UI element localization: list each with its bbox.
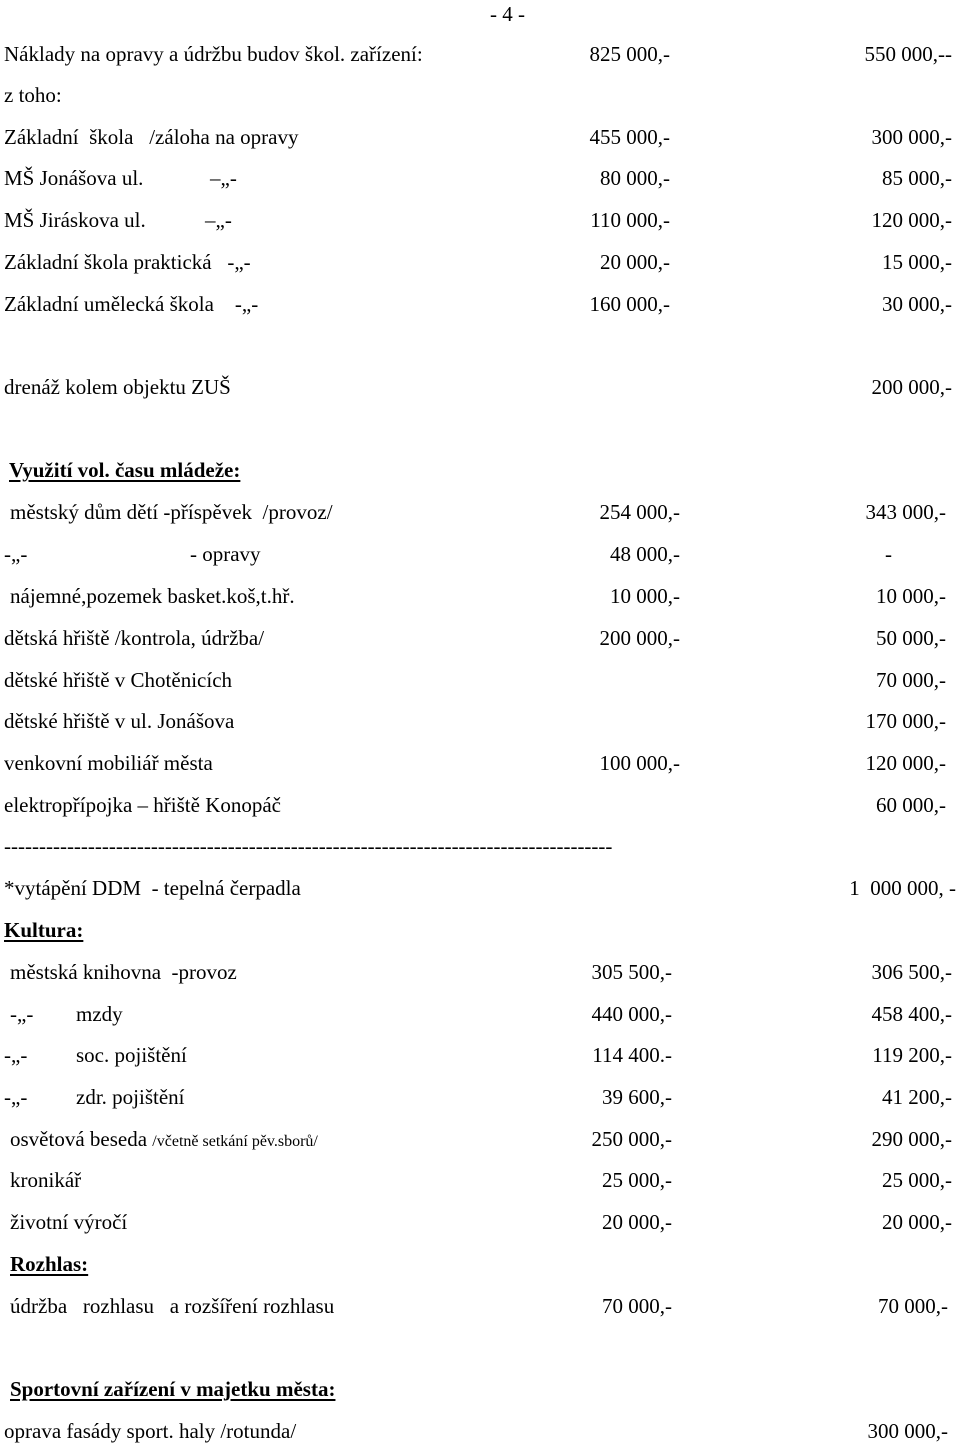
value-playground-jonasova-c2: 170 000,- <box>865 709 946 733</box>
label-playground-chotenice: dětské hřiště v Chotěnicích <box>4 668 233 692</box>
label-anniversaries: životní výročí <box>10 1210 128 1234</box>
value-ddm-c2: 343 000,- <box>865 500 946 524</box>
label-ms-jiraskova: MŠ Jiráskova ul. <box>4 208 146 232</box>
value-sport-hall-facade-c2: 300 000,- <box>867 1419 948 1443</box>
ditto-ms-jiraskova: –„- <box>205 208 232 232</box>
value-rent-c2: 10 000,- <box>876 584 946 608</box>
value-zs-prakticka-c1: 20 000,- <box>600 250 670 274</box>
label-health-insurance: zdr. pojištění <box>76 1085 185 1109</box>
label-library: městská knihovna -provoz <box>10 960 237 984</box>
value-wages-c2: 458 400,- <box>871 1002 952 1026</box>
value-playgrounds-c1: 200 000,- <box>599 626 680 650</box>
value-repairs-c1: 825 000,- <box>589 42 670 66</box>
value-health-insurance-c2: 41 200,- <box>882 1085 952 1109</box>
value-repairs-c2: 550 000,-- <box>864 42 952 66</box>
label-radio-maintenance: údržba rozhlasu a rozšíření rozhlasu <box>10 1294 335 1318</box>
value-zus-c2: 30 000,- <box>882 292 952 316</box>
value-wages-c1: 440 000,- <box>591 1002 672 1026</box>
label-ms-jonasova: MŠ Jonášova ul. <box>4 166 144 190</box>
value-ms-jiraskova-c2: 120 000,- <box>871 208 952 232</box>
value-zs-c2: 300 000,- <box>871 125 952 149</box>
value-social-insurance-c2: 119 200,- <box>872 1043 952 1067</box>
ditto-ms-jonasova: –„- <box>210 166 237 190</box>
value-zs-prakticka-c2: 15 000,- <box>882 250 952 274</box>
label-cultural-board-note: /včetně setkání pěv.sborů/ <box>152 1133 318 1150</box>
value-playgrounds-c2: 50 000,- <box>876 626 946 650</box>
value-radio-c1: 70 000,- <box>602 1294 672 1318</box>
label-zus: Základní umělecká škola -„- <box>4 292 259 316</box>
value-ddm-repairs-c1: 48 000,- <box>610 542 680 566</box>
value-heating-c2: 1 000 000, - <box>849 876 956 900</box>
label-library-ditto-3: -„- <box>4 1085 28 1109</box>
label-wages: mzdy <box>76 1002 123 1026</box>
value-furniture-c2: 120 000,- <box>865 751 946 775</box>
value-anniversaries-c1: 20 000,- <box>602 1210 672 1234</box>
separator-line: --------------------------------------------------------------------------------------- <box>4 834 613 858</box>
value-library-c2: 306 500,- <box>871 960 952 984</box>
value-playground-chotenice-c2: 70 000,- <box>876 668 946 692</box>
label-heating: *vytápění DDM - tepelná čerpadla <box>4 876 301 900</box>
value-ms-jiraskova-c1: 110 000,- <box>590 208 670 232</box>
value-furniture-c1: 100 000,- <box>599 751 680 775</box>
value-anniversaries-c2: 20 000,- <box>882 1210 952 1234</box>
label-playgrounds: dětská hřiště /kontrola, údržba/ <box>4 626 265 650</box>
value-zus-c1: 160 000,- <box>589 292 670 316</box>
value-social-insurance-c1: 114 400.- <box>592 1043 672 1067</box>
label-of-which: z toho: <box>4 83 62 107</box>
value-ms-jonasova-c1: 80 000,- <box>600 166 670 190</box>
heading-youth: Využití vol. času mládeže: <box>9 458 241 482</box>
heading-culture: Kultura: <box>4 918 84 942</box>
value-ddm-c1: 254 000,- <box>599 500 680 524</box>
heading-sport: Sportovní zařízení v majetku města: <box>10 1377 336 1401</box>
label-electric: elektropřípojka – hřiště Konopáč <box>4 793 281 817</box>
heading-radio: Rozhlas: <box>10 1252 89 1276</box>
page-number: - 4 - <box>490 2 525 26</box>
label-ddm-repairs: - opravy <box>190 542 261 566</box>
label-zs: Základní škola /záloha na opravy <box>4 125 299 149</box>
label-ddm: městský dům dětí -příspěvek /provoz/ <box>10 500 333 524</box>
value-ddm-repairs-c2: - <box>885 542 892 566</box>
label-social-insurance: soc. pojištění <box>76 1043 187 1067</box>
value-rent-c1: 10 000,- <box>610 584 680 608</box>
value-chronicler-c1: 25 000,- <box>602 1168 672 1192</box>
value-cultural-board-c2: 290 000,- <box>871 1127 952 1151</box>
label-chronicler: kronikář <box>10 1168 82 1192</box>
label-drainage: drenáž kolem objektu ZUŠ <box>4 375 231 399</box>
value-ms-jonasova-c2: 85 000,- <box>882 166 952 190</box>
label-library-ditto-2: -„- <box>4 1043 28 1067</box>
value-health-insurance-c1: 39 600,- <box>602 1085 672 1109</box>
value-drainage-c2: 200 000,- <box>871 375 952 399</box>
value-library-c1: 305 500,- <box>591 960 672 984</box>
label-playground-jonasova: dětské hřiště v ul. Jonášova <box>4 709 235 733</box>
label-cultural-board: osvětová beseda /včetně setkání pěv.sborů/ <box>10 1127 318 1151</box>
label-furniture: venkovní mobiliář města <box>4 751 213 775</box>
label-ddm-ditto: -„- <box>4 542 28 566</box>
value-chronicler-c2: 25 000,- <box>882 1168 952 1192</box>
label-zs-prakticka: Základní škola praktická -„- <box>4 250 251 274</box>
value-electric-c2: 60 000,- <box>876 793 946 817</box>
label-repairs-schools: Náklady na opravy a údržbu budov škol. zařízení: <box>4 42 423 66</box>
value-cultural-board-c1: 250 000,- <box>591 1127 672 1151</box>
label-library-ditto-1: -„- <box>10 1002 34 1026</box>
value-zs-c1: 455 000,- <box>589 125 670 149</box>
value-radio-c2: 70 000,- <box>878 1294 948 1318</box>
label-rent: nájemné,pozemek basket.koš,t.hř. <box>10 584 295 608</box>
label-sport-hall-facade: oprava fasády sport. haly /rotunda/ <box>4 1419 297 1443</box>
